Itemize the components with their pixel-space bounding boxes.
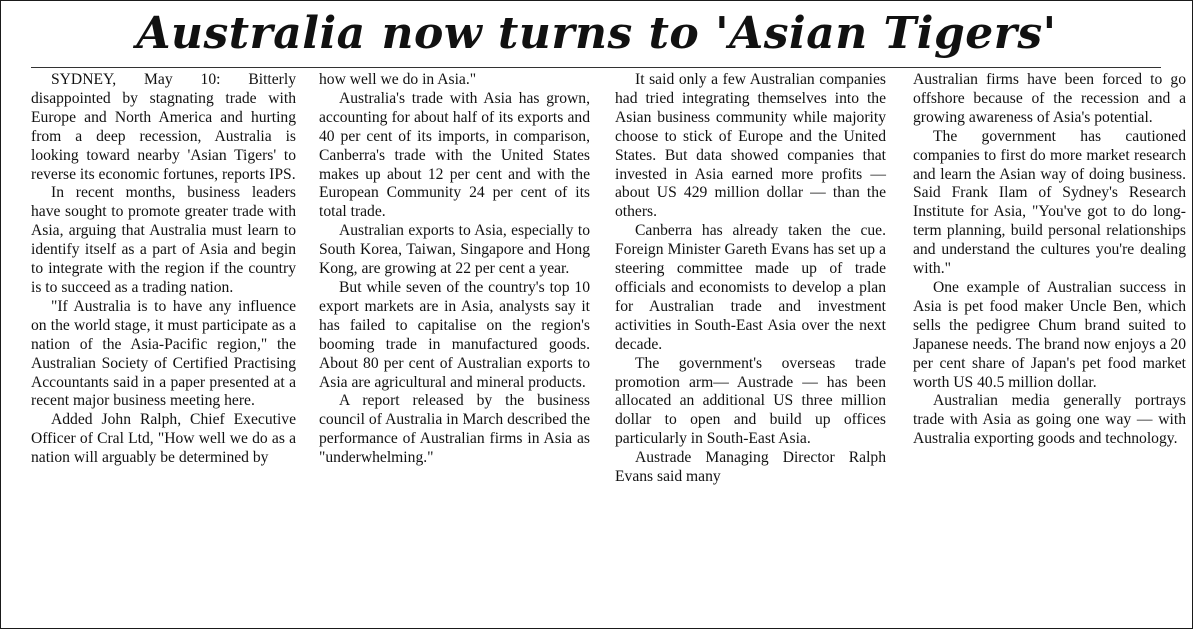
- column-2-paragraph-5: A report released by the business council of Australia in March described the performance of Australian firms in Asia as "underwhelming.": [319, 392, 590, 467]
- article-column-4: [913, 71, 1186, 449]
- column-3-paragraph-3: The government's overseas trade promotion arm— Austrade — has been allocated an additional US three million dollar to open and build up offices particularly in South-East Asia.: [615, 354, 886, 448]
- headline: Australia now turns to 'Asian Tigers': [136, 8, 1057, 59]
- column-1-paragraph-1: SYDNEY, May 10: Bitterly disappointed by stagnating trade with Europe and North America and hurting from a deep recession, Australia is looking toward nearby 'Asian Tigers' to reverse its economic fortunes, reports IPS.: [31, 71, 296, 183]
- article-column-1: [31, 71, 296, 468]
- column-1-paragraph-4: Added John Ralph, Chief Executive Officer of Cral Ltd, "How well we do as a nation will arguably be determined by: [31, 411, 296, 467]
- column-4-paragraph-2: The government has cautioned companies to first do more market research and learn the Asian way of doing business. Said Frank Ilam of Sydney's Research Institute for Asia, "You've got to do long-term planning, build personal relationships and understand the cultures you're dealing with.": [913, 127, 1186, 278]
- headline-rule: [31, 67, 1161, 68]
- column-4-paragraph-3: One example of Australian success in Asia is pet food maker Uncle Ben, which sells the pedigree Chum brand suited to Japanese needs. The brand now enjoys a 20 per cent share of Japan's pet food market worth US 40.5 million dollar.: [913, 278, 1186, 391]
- article-column-3: [615, 71, 886, 487]
- column-2-paragraph-4: But while seven of the country's top 10 export markets are in Asia, analysts say it has failed to capitalise on the region's booming trade in manufactured goods. About 80 per cent of Australian exports to Asia are agricultural and mineral products.: [319, 278, 590, 391]
- column-1-paragraph-2: In recent months, business leaders have sought to promote greater trade with Asia, arguing that Australia must learn to identify itself as a part of Asia and begin to integrate with the region if the country is to succeed as a trading nation.: [31, 184, 296, 296]
- column-2-paragraph-3: Australian exports to Asia, especially to South Korea, Taiwan, Singapore and Hong Kong, are growing at 22 per cent a year.: [319, 222, 590, 278]
- column-4-paragraph-4: Australian media generally portrays trade with Asia as going one way — with Australia exporting goods and technology.: [913, 392, 1186, 448]
- article-column-2: [319, 71, 590, 468]
- column-1-paragraph-3: "If Australia is to have any influence on the world stage, it must participate as a nation of the Asia-Pacific region," the Australian Society of Certified Practising Accountants said in a paper presented at a recent major business meeting here.: [31, 297, 296, 410]
- column-3-paragraph-4: Austrade Managing Director Ralph Evans said many: [615, 449, 886, 486]
- column-2-paragraph-2: Australia's trade with Asia has grown, accounting for about half of its exports and 40 per cent of its imports, in comparison, Canberra's trade with the United States makes up about 12 per cent and with the European Community 24 per cent of its total trade.: [319, 89, 590, 221]
- column-2-paragraph-1: how well we do in Asia.": [319, 71, 477, 88]
- column-3-paragraph-2: Canberra has already taken the cue. Foreign Minister Gareth Evans has set up a steering committee made up of trade officials and economists to develop a plan for Australian trade and investment activities in South-East Asia over the next decade.: [615, 222, 886, 353]
- column-4-paragraph-1: Australian firms have been forced to go offshore because of the recession and a growing awareness of Asia's potential.: [913, 71, 1186, 126]
- column-3-paragraph-1: It said only a few Australian companies had tried integrating themselves into the Asian business community while majority choose to stick of Europe and the United States. But data showed companies that invested in Asia earned more profits — about US 429 million dollar — than the others.: [615, 71, 886, 221]
